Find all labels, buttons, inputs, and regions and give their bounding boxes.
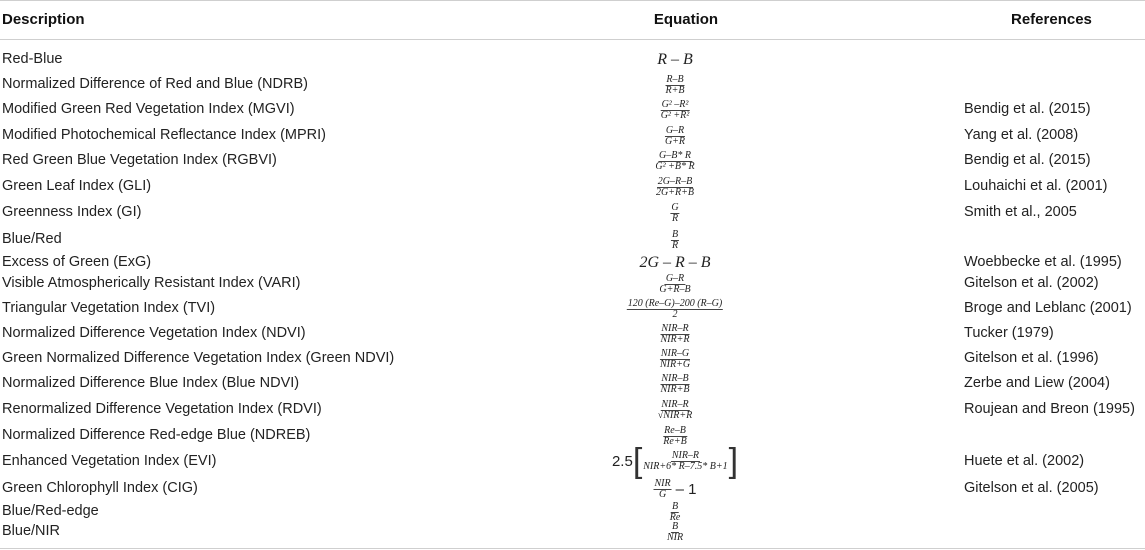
row-description: Blue/Red-edge xyxy=(2,503,99,519)
row-reference: Louhaichi et al. (2001) xyxy=(964,178,1108,194)
header-equation: Equation xyxy=(653,11,719,28)
denominator: G xyxy=(658,488,667,500)
denominator: Re+B xyxy=(663,435,687,447)
right-bracket: ] xyxy=(728,442,739,480)
denominator: G² +R² xyxy=(660,109,690,121)
row-equation xyxy=(627,296,723,322)
row-description: Enhanced Vegetation Index (EVI) xyxy=(2,453,217,469)
table-row xyxy=(0,148,1145,174)
fraction xyxy=(657,400,693,421)
row-reference: Woebbecke et al. (1995) xyxy=(964,254,1122,270)
fraction xyxy=(654,479,672,500)
denominator: NIR+R xyxy=(660,333,690,345)
row-equation xyxy=(660,321,691,347)
left-bracket: [ xyxy=(632,442,643,480)
row-equation xyxy=(658,271,691,297)
table-row xyxy=(0,271,1145,297)
row-reference: Roujean and Breon (1995) xyxy=(964,401,1135,417)
row-reference: Tucker (1979) xyxy=(964,325,1054,341)
denominator: G² +B* R xyxy=(655,160,695,172)
numerator: G–R xyxy=(665,124,685,136)
row-reference: Bendig et al. (2015) xyxy=(964,152,1091,168)
fraction xyxy=(670,203,679,224)
row-equation xyxy=(654,148,695,174)
table-row xyxy=(0,423,1145,449)
table-row xyxy=(0,519,1145,545)
denominator: R+B xyxy=(665,84,685,96)
table-row xyxy=(0,442,1145,480)
fraction xyxy=(664,126,686,147)
table-row xyxy=(0,397,1145,423)
fraction xyxy=(659,349,691,370)
numerator: NIR xyxy=(654,477,671,489)
numerator: G–R xyxy=(665,272,685,284)
denominator: R xyxy=(671,239,679,251)
numerator: NIR–G xyxy=(660,347,690,359)
fraction xyxy=(654,151,695,172)
row-description: Triangular Vegetation Index (TVI) xyxy=(2,300,216,316)
row-description: Renormalized Difference Vegetation Index (RDVI) xyxy=(2,401,322,417)
table-row xyxy=(0,123,1145,149)
row-reference: Gitelson et al. (2002) xyxy=(964,275,1099,291)
row-description: Blue/NIR xyxy=(2,523,61,539)
row-description: Normalized Difference Vegetation Index (NDVI) xyxy=(2,325,306,341)
numerator: 2G–R–B xyxy=(657,175,693,187)
table-row xyxy=(0,371,1145,397)
numerator: B xyxy=(671,500,679,512)
numerator: NIR–B xyxy=(661,372,689,384)
row-equation xyxy=(655,174,695,200)
fraction xyxy=(660,324,691,345)
inline-equation: 2G – R – B xyxy=(639,254,711,271)
header-description: Description xyxy=(2,11,85,28)
row-equation xyxy=(665,72,686,98)
row-equation xyxy=(670,200,679,226)
row-reference: Huete et al. (2002) xyxy=(964,453,1085,469)
table-row xyxy=(0,200,1145,226)
numerator: 120 (Re–G)–200 (R–G) xyxy=(627,297,723,309)
fraction xyxy=(660,374,691,395)
tail-term: – 1 xyxy=(675,480,697,498)
bottom-rule xyxy=(0,548,1145,549)
denominator: R xyxy=(671,212,679,224)
fraction xyxy=(655,177,695,198)
table-row xyxy=(0,97,1145,123)
row-reference: Broge and Leblanc (2001) xyxy=(964,300,1132,316)
header-references: References xyxy=(1011,11,1092,28)
row-reference: Zerbe and Liew (2004) xyxy=(964,375,1110,391)
denominator: 2 xyxy=(672,308,678,320)
row-reference: Smith et al., 2005 xyxy=(964,204,1077,220)
row-equation xyxy=(659,346,691,372)
table-row xyxy=(0,296,1145,322)
row-equation xyxy=(664,123,686,149)
row-equation xyxy=(657,47,693,73)
numerator: NIR–R xyxy=(661,322,689,334)
numerator: G xyxy=(671,201,679,213)
numerator: NIR–R xyxy=(661,398,689,410)
row-description: Red Green Blue Vegetation Index (RGBVI) xyxy=(2,152,277,168)
row-description: Red-Blue xyxy=(2,51,63,67)
row-description: Normalized Difference Blue Index (Blue NDVI) xyxy=(2,375,300,391)
denominator: G+R–B xyxy=(659,283,691,295)
row-description: Modified Photochemical Reflectance Index (MPRI) xyxy=(2,127,326,143)
row-reference: Gitelson et al. (1996) xyxy=(964,350,1099,366)
row-description: Green Chlorophyll Index (CIG) xyxy=(2,480,198,496)
fraction xyxy=(671,230,679,251)
row-description: Greenness Index (GI) xyxy=(2,204,142,220)
header-rule xyxy=(0,39,1145,40)
row-description: Excess of Green (ExG) xyxy=(2,254,152,270)
coefficient: 2.5 xyxy=(611,452,633,470)
row-equation xyxy=(657,397,693,423)
row-equation xyxy=(660,97,691,123)
row-equation xyxy=(660,371,691,397)
table-row xyxy=(0,47,1145,73)
row-description: Green Normalized Difference Vegetation Index (Green NDVI) xyxy=(2,350,395,366)
inline-equation: R – B xyxy=(657,51,693,68)
fraction xyxy=(660,100,691,121)
row-equation xyxy=(612,443,738,479)
row-description: Normalized Difference of Red and Blue (NDRB) xyxy=(2,76,308,92)
denominator: NIR+6* R–7.5* B+1 xyxy=(643,460,728,472)
numerator: B xyxy=(671,520,679,532)
numerator: B xyxy=(671,228,679,240)
fraction xyxy=(666,522,684,543)
denominator: Re xyxy=(669,511,681,523)
numerator: G–B* R xyxy=(659,149,691,161)
denominator: NIR+G xyxy=(659,358,691,370)
row-description: Green Leaf Index (GLI) xyxy=(2,178,152,194)
denominator: NIR xyxy=(666,531,684,543)
row-reference: Bendig et al. (2015) xyxy=(964,101,1091,117)
fraction xyxy=(642,451,728,472)
denominator: NIR+B xyxy=(660,383,690,395)
row-reference: Gitelson et al. (2005) xyxy=(964,480,1099,496)
denominator: √NIR+R xyxy=(657,409,693,421)
numerator: Re–B xyxy=(664,424,686,436)
table-row xyxy=(0,72,1145,98)
row-description: Normalized Difference Red-edge Blue (NDREB) xyxy=(2,427,311,443)
row-description: Blue/Red xyxy=(2,231,62,247)
row-description: Visible Atmospherically Resistant Index (VARI) xyxy=(2,275,301,291)
numerator: R–B xyxy=(666,73,684,85)
row-description: Modified Green Red Vegetation Index (MGVI) xyxy=(2,101,295,117)
table-row xyxy=(0,174,1145,200)
fraction xyxy=(627,299,723,320)
row-reference: Yang et al. (2008) xyxy=(964,127,1079,143)
numerator: G² –R² xyxy=(661,98,689,110)
denominator: 2G+R+B xyxy=(656,186,694,198)
fraction xyxy=(665,75,686,96)
table-row xyxy=(0,321,1145,347)
numerator: NIR–R xyxy=(671,449,700,461)
fraction xyxy=(658,274,691,295)
table-row xyxy=(0,346,1145,372)
row-equation xyxy=(666,519,684,545)
top-rule xyxy=(0,0,1145,1)
denominator: G+R xyxy=(664,135,686,147)
